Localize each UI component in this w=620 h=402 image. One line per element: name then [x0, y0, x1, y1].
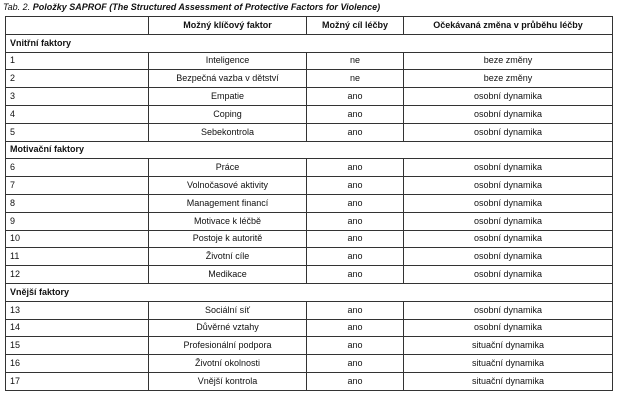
row-change: osobní dynamika — [404, 123, 613, 141]
row-factor: Inteligence — [149, 52, 307, 70]
row-target: ano — [307, 337, 404, 355]
header-factor: Možný klíčový faktor — [149, 17, 307, 35]
table-row — [6, 88, 613, 106]
row-change: osobní dynamika — [404, 266, 613, 284]
row-change: osobní dynamika — [404, 105, 613, 123]
row-number: 5 — [6, 123, 149, 141]
table-row — [6, 177, 613, 195]
row-change: osobní dynamika — [404, 319, 613, 337]
table-row — [6, 319, 613, 337]
row-change: situační dynamika — [404, 372, 613, 390]
section-header-row — [6, 283, 613, 301]
row-target: ano — [307, 105, 404, 123]
table-row — [6, 355, 613, 373]
row-target: ano — [307, 159, 404, 177]
row-number: 17 — [6, 372, 149, 390]
table-row — [6, 123, 613, 141]
row-change: situační dynamika — [404, 355, 613, 373]
row-factor: Coping — [149, 105, 307, 123]
row-number: 2 — [6, 70, 149, 88]
row-target: ano — [307, 177, 404, 195]
row-change: osobní dynamika — [404, 194, 613, 212]
row-target: ano — [307, 319, 404, 337]
row-number: 15 — [6, 337, 149, 355]
section-header-row — [6, 141, 613, 159]
caption-title: Položky SAPROF (The Structured Assessment of Protective Factors for Violence) — [32, 2, 381, 12]
row-target: ano — [307, 230, 404, 248]
row-target: ano — [307, 355, 404, 373]
row-factor: Práce — [149, 159, 307, 177]
saprof-table — [5, 16, 613, 391]
row-factor: Postoje k autoritě — [149, 230, 307, 248]
row-number: 14 — [6, 319, 149, 337]
row-factor: Sociální síť — [149, 301, 307, 319]
row-change: osobní dynamika — [404, 88, 613, 106]
table-row — [6, 194, 613, 212]
header-number — [6, 17, 149, 35]
row-change: situační dynamika — [404, 337, 613, 355]
row-factor: Volnočasové aktivity — [149, 177, 307, 195]
table-row — [6, 301, 613, 319]
row-factor: Vnější kontrola — [149, 372, 307, 390]
section-title: Motivační faktory — [6, 141, 613, 159]
row-factor: Motivace k léčbě — [149, 212, 307, 230]
row-target: ano — [307, 248, 404, 266]
row-number: 3 — [6, 88, 149, 106]
section-title: Vnitřní faktory — [6, 34, 613, 52]
row-number: 6 — [6, 159, 149, 177]
row-target: ano — [307, 194, 404, 212]
row-change: osobní dynamika — [404, 177, 613, 195]
row-factor: Profesionální podpora — [149, 337, 307, 355]
table-row — [6, 248, 613, 266]
row-target: ano — [307, 88, 404, 106]
row-number: 9 — [6, 212, 149, 230]
row-factor: Sebekontrola — [149, 123, 307, 141]
row-change: beze změny — [404, 52, 613, 70]
table-row — [6, 159, 613, 177]
row-number: 10 — [6, 230, 149, 248]
row-change: osobní dynamika — [404, 301, 613, 319]
row-number: 8 — [6, 194, 149, 212]
row-change: osobní dynamika — [404, 159, 613, 177]
row-number: 13 — [6, 301, 149, 319]
row-change: beze změny — [404, 70, 613, 88]
row-number: 11 — [6, 248, 149, 266]
caption-prefix: Tab. 2. — [3, 2, 33, 12]
header-target: Možný cíl léčby — [307, 17, 404, 35]
row-target: ne — [307, 52, 404, 70]
table-row — [6, 266, 613, 284]
table-row — [6, 372, 613, 390]
row-factor: Důvěrné vztahy — [149, 319, 307, 337]
table-row — [6, 337, 613, 355]
table-row — [6, 212, 613, 230]
header-change: Očekávaná změna v průběhu léčby — [404, 17, 613, 35]
section-title: Vnější faktory — [6, 283, 613, 301]
row-change: osobní dynamika — [404, 212, 613, 230]
row-number: 1 — [6, 52, 149, 70]
table-caption — [3, 2, 380, 12]
table-body — [6, 34, 613, 390]
row-target: ano — [307, 266, 404, 284]
row-number: 4 — [6, 105, 149, 123]
row-change: osobní dynamika — [404, 248, 613, 266]
row-target: ne — [307, 70, 404, 88]
row-factor: Bezpečná vazba v dětství — [149, 70, 307, 88]
row-number: 12 — [6, 266, 149, 284]
row-factor: Medikace — [149, 266, 307, 284]
table-header-row — [6, 17, 613, 35]
table-row — [6, 105, 613, 123]
row-target: ano — [307, 301, 404, 319]
row-target: ano — [307, 123, 404, 141]
section-header-row — [6, 34, 613, 52]
row-factor: Empatie — [149, 88, 307, 106]
row-target: ano — [307, 212, 404, 230]
table-row — [6, 52, 613, 70]
table-row — [6, 70, 613, 88]
row-change: osobní dynamika — [404, 230, 613, 248]
table-row — [6, 230, 613, 248]
row-target: ano — [307, 372, 404, 390]
row-factor: Životní okolnosti — [149, 355, 307, 373]
row-number: 16 — [6, 355, 149, 373]
row-factor: Životní cíle — [149, 248, 307, 266]
row-number: 7 — [6, 177, 149, 195]
row-factor: Management financí — [149, 194, 307, 212]
